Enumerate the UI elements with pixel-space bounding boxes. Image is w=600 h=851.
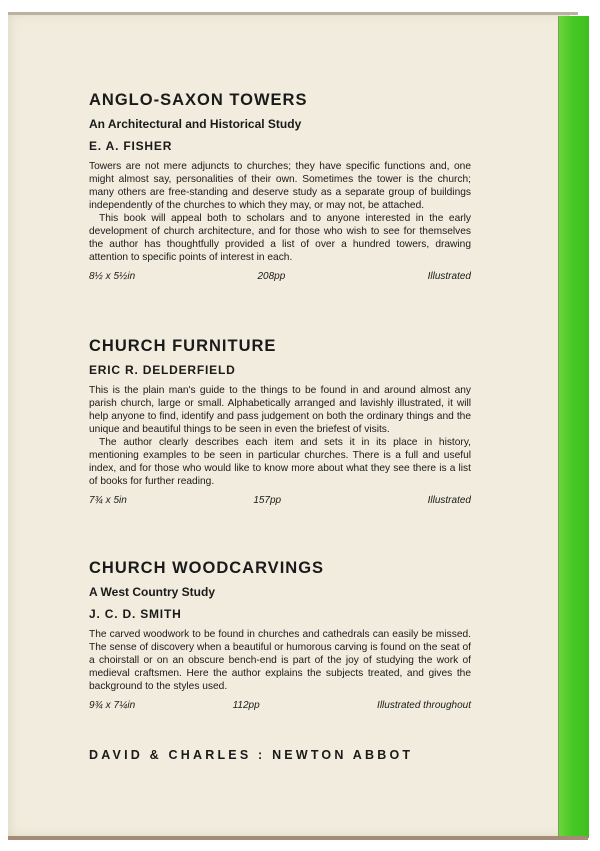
book-description-paragraph: The carved woodwork to be found in churches and cathedrals can easily be missed. The sense of discovery when a beautiful or humorous carving is found on the seat of a choirstall or on an obscure bench-end is part of the joy of studying the work of medieval craftsmen. Here the author explains the subjects treated, and gives the background to the styles used. [89,629,471,692]
book-pages: 112pp [232,700,260,711]
book-title: CHURCH WOODCARVINGS [89,559,325,577]
book-details [89,494,471,508]
book-entry-anglo-saxon-towers [89,90,471,284]
book-illustration-note: Illustrated [427,271,471,282]
book-author: E. A. FISHER [89,139,173,153]
book-subtitle: A West Country Study [89,585,216,599]
book-pages: 157pp [253,495,282,506]
cover-top-edge [8,12,578,15]
green-spine-edge [558,16,589,838]
book-description-paragraph: The author clearly describes each item and sets it in its place in history, mentioning examples to be seen in particular churches. There is a full and useful index, and for those who would like to know more about what they see there is a list of books for further reading. [89,437,471,487]
book-size: 8½ x 5½in [89,271,136,282]
book-title: CHURCH FURNITURE [89,337,277,355]
book-entry-church-furniture [89,336,471,508]
book-illustration-note: Illustrated throughout [377,700,471,711]
book-author: ERIC R. DELDERFIELD [89,363,236,377]
book-description-paragraph: Towers are not mere adjuncts to churches; they have specific functions and, one might almost say, personalities of their own. Sometimes the tower is the church; many others are free-standing and deserve study as a separate group of buildings independently of the churches to which they may, or may not, be attached. [89,161,471,211]
book-details [89,270,471,284]
cover-bottom-edge [8,836,588,840]
book-size: 9¾ x 7¼in [89,700,136,711]
publisher-imprint: DAVID & CHARLES : NEWTON ABBOT [89,748,414,762]
book-description-paragraph: This book will appeal both to scholars and to anyone interested in the early development of church architecture, and for those who wish to see for themselves the author has thoughtfully provided a list of over a hundred towers, drawing attention to specific points of interest in each. [89,213,471,263]
book-illustration-note: Illustrated [427,495,471,506]
book-entry-church-woodcarvings [89,558,471,713]
book-author: J. C. D. SMITH [89,607,182,621]
book-subtitle: An Architectural and Historical Study [89,117,302,131]
book-details [89,699,471,713]
book-title: ANGLO-SAXON TOWERS [89,91,308,109]
book-description-paragraph: This is the plain man's guide to the things to be found in and around almost any parish church, large or small. Alphabetically arranged and lavishly illustrated, it will help anyone to find, identify and pass judgement on both the ordinary things and the unique and beautiful things to be seen in even the briefest of visits. [89,385,471,435]
book-pages: 208pp [257,271,286,282]
book-size: 7¾ x 5in [89,495,127,506]
